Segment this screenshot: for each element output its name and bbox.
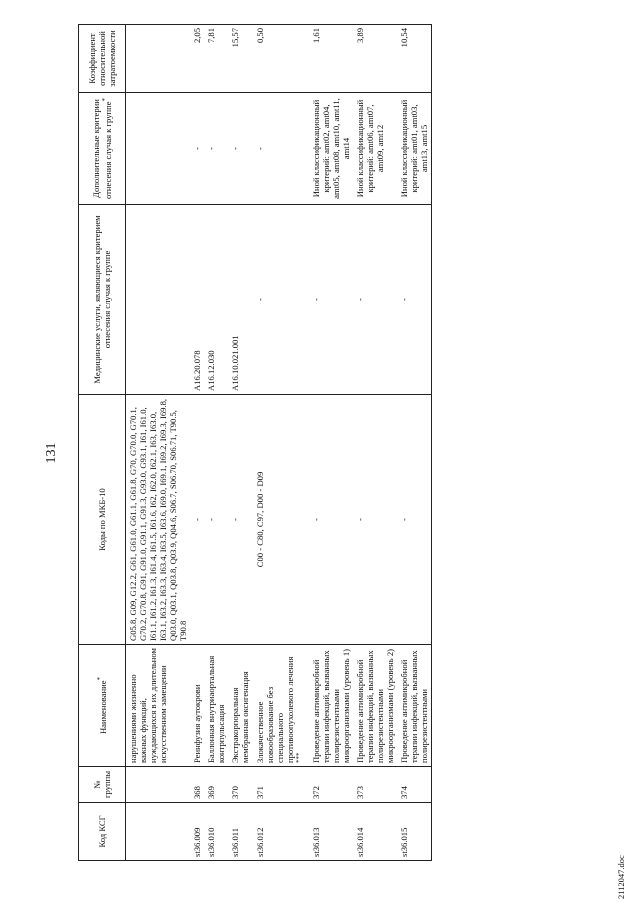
cell-services: A16.20.078 <box>190 205 204 395</box>
cell-services: - <box>309 205 353 395</box>
cell-coef <box>126 25 191 93</box>
cell-num: 370 <box>228 767 252 803</box>
cell-mkb: C00 - C80, C97, D00 - D09 <box>253 395 309 645</box>
cell-coef: 3,89 <box>353 25 397 93</box>
cell-code: st36.010 <box>204 803 228 861</box>
cell-extra: - <box>228 93 252 205</box>
header-name <box>79 645 126 767</box>
cell-num: 372 <box>309 767 353 803</box>
cell-extra: - <box>190 93 204 205</box>
cell-code: st36.012 <box>253 803 309 861</box>
table-row <box>253 25 309 861</box>
cell-extra: - <box>253 93 309 205</box>
cell-num: 371 <box>253 767 309 803</box>
cell-num: 374 <box>397 767 432 803</box>
header-mkb: Коды по МКБ-10 <box>79 395 126 645</box>
cell-services: - <box>397 205 432 395</box>
table-row <box>204 25 228 861</box>
table-row <box>190 25 204 861</box>
cell-code: st36.014 <box>353 803 397 861</box>
cell-num <box>126 767 191 803</box>
cell-coef: 15,57 <box>228 25 252 93</box>
cell-name: Баллонная внутриаортальная контрпульсация <box>204 645 228 767</box>
cell-code: st36.013 <box>309 803 353 861</box>
cell-mkb: G05.8, G09, G12.2, G61, G61.0, G61.1, G61.8, G70, G70.0, G70.1, G70.2, G70.8, G91, G91.0, G91.1, G91.3, G93.0, G93.1, I61, I61.0, I61.1, I61.2, I61.3, I61.4, I61.5, I61.6, I62, I62.0, I62.1, I63, I63.0, I63.1, I63.2, I63.3, I63.4, I63.5, I63.6, I69.0, I69.1, I69.2, I69.3, I69.8, Q03.0, Q03.1, Q03.8, Q03.9, Q04.6, S06.7, S06.70, S06.71, T90.5, T90.8 <box>126 395 191 645</box>
cell-name: Проведение антимикробной терапии инфекций, вызванных полирезистентными <box>397 645 432 767</box>
footer-filename: 2112047.doc <box>616 855 626 899</box>
table-row <box>353 25 397 861</box>
header-name-label: Наименование <box>97 680 108 735</box>
cell-extra: Иной классификационный критерий: amt06, amt07, amt09, amt12 <box>353 93 397 205</box>
cell-mkb: - <box>204 395 228 645</box>
cell-extra: Иной классификационный критерий: amt02, amt04, amt05, amt08, amt10, amt11, amt14 <box>309 93 353 205</box>
header-code: Код КСГ <box>79 803 126 861</box>
cell-name <box>253 645 309 767</box>
cell-code: st36.009 <box>190 803 204 861</box>
cell-code <box>126 803 191 861</box>
table-row <box>309 25 353 861</box>
header-name-mark: * <box>96 676 105 681</box>
header-coef: Коэффициент относительной затратоемкости <box>79 25 126 93</box>
cell-services <box>126 205 191 395</box>
page-number: 131 <box>44 442 59 464</box>
cell-services: - <box>353 205 397 395</box>
header-extra-label: Дополнительные критерии отнесения случая к группе <box>91 99 113 200</box>
header-services: Медицинские услуги, являющиеся критерием отнесения случая к группе <box>79 205 126 395</box>
cell-name-label: Злокачественное новообразование без специального противоопухолевого лечения <box>254 656 295 763</box>
cell-coef: 7,81 <box>204 25 228 93</box>
header-extra-mark: * <box>101 97 110 102</box>
cell-mkb: - <box>353 395 397 645</box>
cell-name: Экстракорпоральная мембранная оксигенация <box>228 645 252 767</box>
cell-coef: 1,61 <box>309 25 353 93</box>
cell-num: 369 <box>204 767 228 803</box>
cell-name: Реинфузия аутокрови <box>190 645 204 767</box>
cell-coef: 0,50 <box>253 25 309 93</box>
cell-num: 373 <box>353 767 397 803</box>
cell-mkb: - <box>397 395 432 645</box>
cell-mkb: - <box>309 395 353 645</box>
cell-coef: 10,54 <box>397 25 432 93</box>
cell-services: A16.12.030 <box>204 205 228 395</box>
cell-mkb: - <box>190 395 204 645</box>
cell-extra: - <box>204 93 228 205</box>
cell-name: Проведение антимикробной терапии инфекций, вызванных полирезистентными микроорганизмами (уровень 1) <box>309 645 353 767</box>
cell-name-mark: *** <box>294 752 303 763</box>
cell-mkb: - <box>228 395 252 645</box>
cell-services: A16.10.021.001 <box>228 205 252 395</box>
header-extra <box>79 93 126 205</box>
ksg-table <box>78 24 432 861</box>
cell-coef: 2,05 <box>190 25 204 93</box>
table-row <box>126 25 191 861</box>
cell-code: st36.015 <box>397 803 432 861</box>
cell-extra <box>126 93 191 205</box>
cell-extra: Иной классификационный критерий: amt01, amt03, amt13, amt15 <box>397 93 432 205</box>
table-header-row <box>79 25 126 861</box>
header-num: № группы <box>79 767 126 803</box>
cell-name: нарушениями жизненно важных функций, нуждающихся в их длительном искусственном замещении <box>126 645 191 767</box>
cell-code: st36.011 <box>228 803 252 861</box>
table-row <box>397 25 432 861</box>
cell-num: 368 <box>190 767 204 803</box>
table-row <box>228 25 252 861</box>
cell-services: - <box>253 205 309 395</box>
cell-name: Проведение антимикробной терапии инфекций, вызванных полирезистентными микроорганизмами (уровень 2) <box>353 645 397 767</box>
